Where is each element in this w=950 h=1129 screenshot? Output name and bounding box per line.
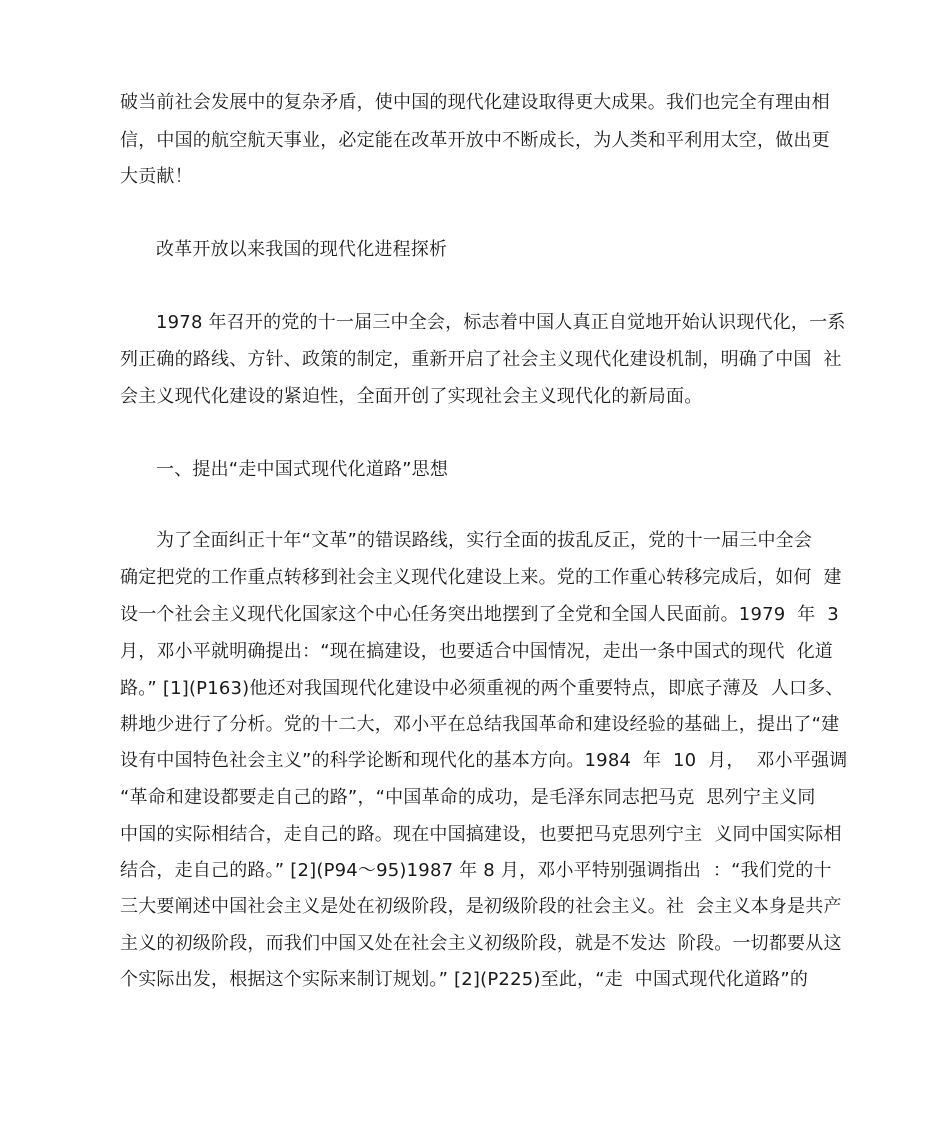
paragraph-1-line-3: 大贡献！ [120,166,193,187]
paragraph-5-line-4: 月，邓小平就明确提出：“现在搞建设，也要适合中国情况，走出一条中国式的现代 化道 [120,641,833,662]
paragraph-3-line-3: 会主义现代化建设的紧迫性，全面开创了实现社会主义现代化的新局面。 [120,386,703,407]
paragraph-5-line-9: 中国的实际相结合，走自己的路。现在中国搞建设，也要把马克思列宁主 义同中国实际相 [120,824,842,845]
paragraph-1-line-2: 信，中国的航空航天事业，必定能在改革开放中不断成长，为人类和平利用太空，做出更 [120,130,830,151]
paragraph-5-line-10: 结合，走自己的路。” [2](P94～95)1987 年 8 月，邓小平特别强调指出 ：“我们党的十 [120,860,832,881]
paragraph-5-line-8: “革命和建设都要走自己的路”，“中国革命的成功，是毛泽东同志把马克 思列宁主义同 [120,787,816,808]
paragraph-3-line-2: 列正确的路线、方针、政策的制定，重新开启了社会主义现代化建设机制，明确了中国 社 [120,349,842,370]
paragraph-1-line-1: 破当前社会发展中的复杂矛盾，使中国的现代化建设取得更大成果。我们也完全有理由相 [120,92,830,113]
paragraph-5-line-11: 三大要阐述中国社会主义是处在初级阶段，是初级阶段的社会主义。社 会主义本身是共产 [120,896,842,917]
paragraph-5-line-13: 个实际出发，根据这个实际来制订规划。” [2](P225)至此，“走 中国式现代化道路”的 [120,969,809,990]
paragraph-5-line-6: 耕地少进行了分析。党的十二大，邓小平在总结我国革命和建设经验的基础上，提出了“建 [120,714,840,735]
paragraph-5-line-3: 设一个社会主义现代化国家这个中心任务突出地摆到了全党和全国人民面前。1979 年 3 [120,604,839,625]
subsection-heading: 一、提出“走中国式现代化道路”思想 [156,459,449,480]
paragraph-3-line-1: 1978 年召开的党的十一届三中全会，标志着中国人真正自觉地开始认识现代化，一系 [156,312,846,333]
section-title: 改革开放以来我国的现代化进程探析 [156,239,448,260]
paragraph-5-line-2: 确定把党的工作重点转移到社会主义现代化建设上来。党的工作重心转移完成后，如何 建 [120,567,842,588]
paragraph-5-line-5: 路。” [1](P163)他还对我国现代化建设中必须重视的两个重要特点，即底子薄及 人口多、 [120,678,844,699]
paragraph-5-line-1: 为了全面纠正十年“文革”的错误路线，实行全面的拔乱反正，党的十一届三中全会 [156,530,813,551]
paragraph-5-line-7: 设有中国特色社会主义”的科学论断和现代化的基本方向。1984 年 10 月， 邓小平强调 [120,750,848,771]
paragraph-5-line-12: 主义的初级阶段，而我们中国又处在社会主义初级阶段，就是不发达 阶段。一切都要从这 [120,933,842,954]
